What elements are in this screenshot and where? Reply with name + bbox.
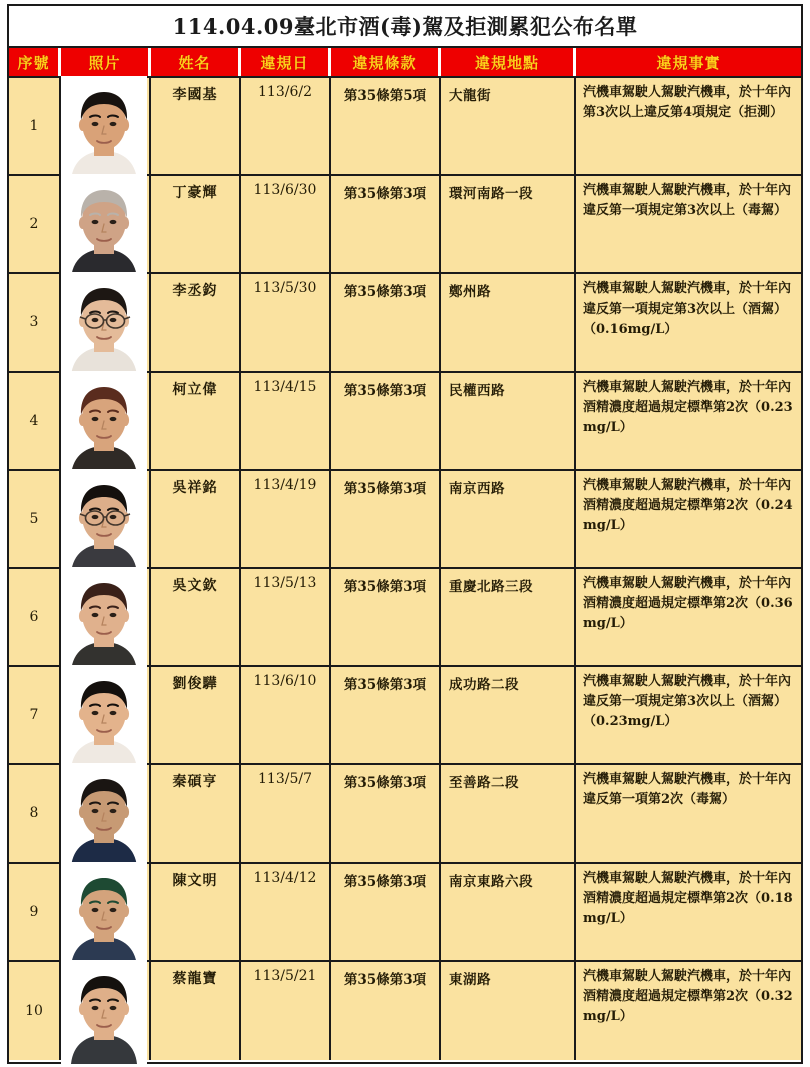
- cell-violation-fact: 汽機車駕駛人駕駛汽機車，於十年內酒精濃度超過規定標準第2次（0.23mg/L）: [576, 373, 801, 469]
- table-row: [9, 962, 801, 1060]
- cell-sequence-number: 5: [9, 471, 61, 567]
- cell-violation-fact: 汽機車駕駛人駕駛汽機車，於十年內違反第一項規定第3次以上（毒駕）: [576, 176, 801, 272]
- cell-sequence-number: 4: [9, 373, 61, 469]
- cell-sequence-number: 2: [9, 176, 61, 272]
- cell-sequence-number: 3: [9, 274, 61, 370]
- cell-violation-place: 南京西路: [441, 471, 576, 567]
- cell-violation-date: 113/4/19: [241, 471, 331, 567]
- cell-sequence-number: 7: [9, 667, 61, 763]
- portrait-photo-1: [61, 76, 147, 180]
- cell-name: 柯立偉: [151, 373, 241, 469]
- cell-violation-fact: 汽機車駕駛人駕駛汽機車，於十年內違反第一項第2次（毒駕）: [576, 765, 801, 861]
- column-header-article: 違規條款: [331, 48, 441, 76]
- cell-photo: [61, 765, 151, 861]
- cell-name: 李國基: [151, 78, 241, 174]
- cell-violation-date: 113/6/2: [241, 78, 331, 174]
- cell-sequence-number: 1: [9, 78, 61, 174]
- page-title-bar: [9, 6, 801, 45]
- page-title: 114.04.09臺北市酒(毒)駕及拒測累犯公布名單: [172, 13, 638, 39]
- cell-violation-place: 東湖路: [441, 962, 576, 1060]
- cell-photo: [61, 176, 151, 272]
- portrait-photo-5: [61, 469, 147, 573]
- cell-violation-article: 第35條第3項: [331, 864, 441, 960]
- cell-violation-article: 第35條第3項: [331, 667, 441, 763]
- cell-violation-article: 第35條第5項: [331, 78, 441, 174]
- portrait-photo-9: [61, 862, 147, 966]
- portrait-photo-6: [61, 567, 147, 671]
- cell-name: 丁豪輝: [151, 176, 241, 272]
- column-header-photo: 照片: [61, 48, 151, 76]
- cell-photo: [61, 373, 151, 469]
- cell-violation-date: 113/6/10: [241, 667, 331, 763]
- cell-violation-date: 113/5/30: [241, 274, 331, 370]
- cell-name: 吳祥銘: [151, 471, 241, 567]
- cell-violation-fact: 汽機車駕駛人駕駛汽機車，於十年內違反第一項規定第3次以上（酒駕）（0.23mg/L）: [576, 667, 801, 763]
- table-row: [9, 274, 801, 372]
- cell-violation-date: 113/6/30: [241, 176, 331, 272]
- cell-violation-article: 第35條第3項: [331, 274, 441, 370]
- cell-violation-place: 環河南路一段: [441, 176, 576, 272]
- table-body: [9, 78, 801, 1060]
- cell-violation-date: 113/4/12: [241, 864, 331, 960]
- portrait-photo-7: [61, 665, 147, 769]
- cell-violation-article: 第35條第3項: [331, 962, 441, 1060]
- cell-photo: [61, 471, 151, 567]
- table-header-row: [9, 46, 801, 78]
- cell-violation-place: 至善路二段: [441, 765, 576, 861]
- column-header-date: 違規日: [241, 48, 331, 76]
- cell-violation-article: 第35條第3項: [331, 569, 441, 665]
- cell-name: 秦碩亨: [151, 765, 241, 861]
- table-row: [9, 176, 801, 274]
- cell-name: 蔡龍寶: [151, 962, 241, 1060]
- cell-violation-fact: 汽機車駕駛人駕駛汽機車，於十年內酒精濃度超過規定標準第2次（0.32mg/L）: [576, 962, 801, 1060]
- cell-sequence-number: 6: [9, 569, 61, 665]
- cell-violation-place: 重慶北路三段: [441, 569, 576, 665]
- table-row: [9, 471, 801, 569]
- cell-violation-date: 113/5/21: [241, 962, 331, 1060]
- cell-violation-place: 民權西路: [441, 373, 576, 469]
- portrait-photo-4: [61, 371, 147, 475]
- cell-photo: [61, 864, 151, 960]
- table-row: [9, 78, 801, 176]
- cell-name: 劉俊驊: [151, 667, 241, 763]
- cell-name: 吳文欽: [151, 569, 241, 665]
- column-header-name: 姓名: [151, 48, 241, 76]
- cell-sequence-number: 8: [9, 765, 61, 861]
- portrait-photo-2: [61, 174, 147, 278]
- cell-violation-fact: 汽機車駕駛人駕駛汽機車，於十年內酒精濃度超過規定標準第2次（0.24mg/L）: [576, 471, 801, 567]
- cell-violation-date: 113/5/7: [241, 765, 331, 861]
- table-row: [9, 569, 801, 667]
- cell-photo: [61, 274, 151, 370]
- cell-violation-article: 第35條第3項: [331, 373, 441, 469]
- cell-violation-article: 第35條第3項: [331, 176, 441, 272]
- column-header-place: 違規地點: [441, 48, 576, 76]
- cell-photo: [61, 667, 151, 763]
- cell-violation-fact: 汽機車駕駛人駕駛汽機車，於十年內違反第一項規定第3次以上（酒駕）（0.16mg/L）: [576, 274, 801, 370]
- table-row: [9, 373, 801, 471]
- cell-violation-place: 大龍街: [441, 78, 576, 174]
- cell-violation-place: 成功路二段: [441, 667, 576, 763]
- cell-violation-fact: 汽機車駕駛人駕駛汽機車，於十年內酒精濃度超過規定標準第2次（0.18mg/L）: [576, 864, 801, 960]
- cell-violation-article: 第35條第3項: [331, 471, 441, 567]
- table-row: [9, 864, 801, 962]
- cell-name: 陳文明: [151, 864, 241, 960]
- column-header-fact: 違規事實: [576, 48, 801, 76]
- cell-photo: [61, 569, 151, 665]
- cell-photo: [61, 962, 151, 1060]
- cell-violation-fact: 汽機車駕駛人駕駛汽機車，於十年內第3次以上違反第4項規定（拒測）: [576, 78, 801, 174]
- portrait-photo-3: [61, 272, 147, 376]
- cell-violation-fact: 汽機車駕駛人駕駛汽機車，於十年內酒精濃度超過規定標準第2次（0.36mg/L）: [576, 569, 801, 665]
- cell-name: 李丞鈞: [151, 274, 241, 370]
- cell-sequence-number: 9: [9, 864, 61, 960]
- cell-violation-place: 南京東路六段: [441, 864, 576, 960]
- table-row: [9, 765, 801, 863]
- cell-photo: [61, 78, 151, 174]
- cell-violation-article: 第35條第3項: [331, 765, 441, 861]
- portrait-photo-8: [61, 763, 147, 867]
- cell-violation-place: 鄭州路: [441, 274, 576, 370]
- column-header-no: 序號: [9, 48, 61, 76]
- table-row: [9, 667, 801, 765]
- cell-violation-date: 113/4/15: [241, 373, 331, 469]
- portrait-photo-10: [61, 960, 147, 1064]
- cell-sequence-number: 10: [9, 962, 61, 1060]
- cell-violation-date: 113/5/13: [241, 569, 331, 665]
